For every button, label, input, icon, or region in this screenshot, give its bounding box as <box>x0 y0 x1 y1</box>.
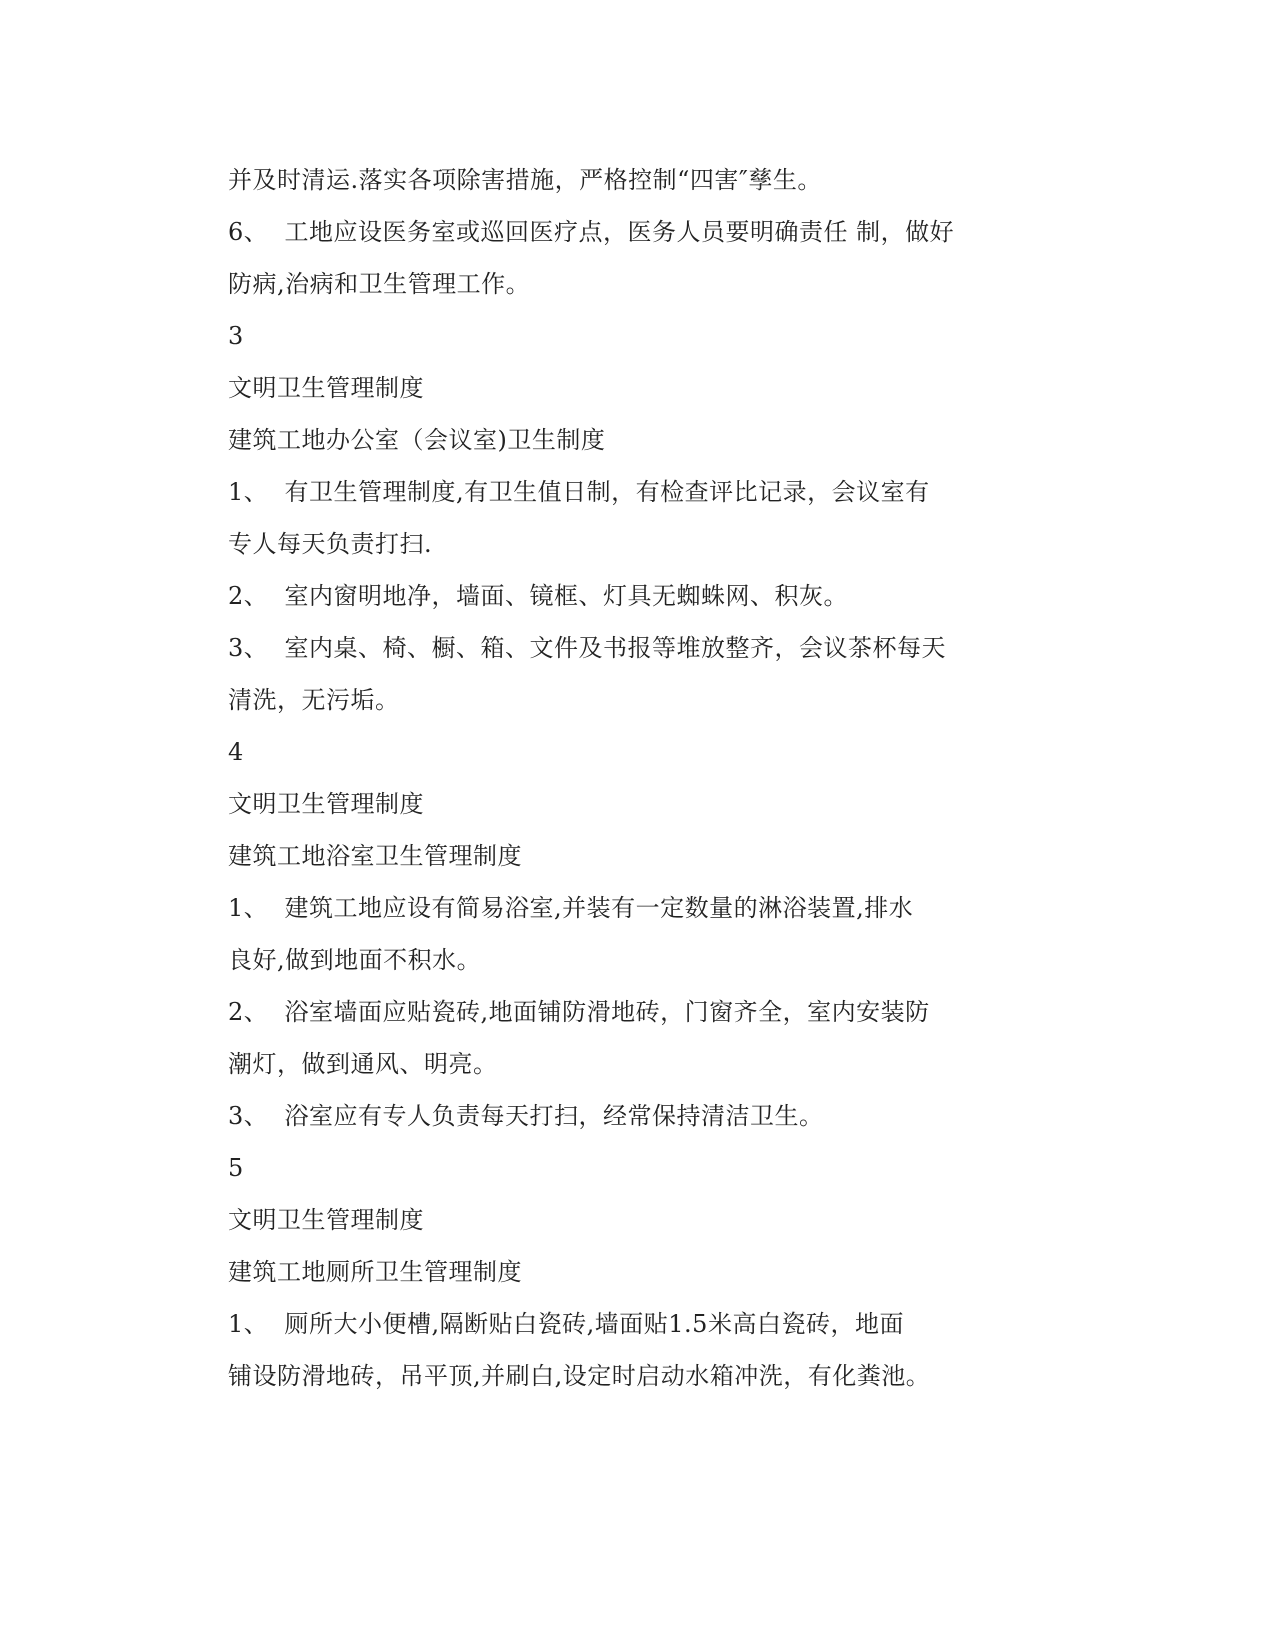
list-item: 2、 浴室墙面应贴瓷砖,地面铺防滑地砖，门窗齐全，室内安装防 <box>228 998 930 1026</box>
text-line: 并及时清运.落实各项除害措施，严格控制“四害″孳生。 <box>228 166 822 194</box>
list-item: 3、 浴室应有专人负责每天打扫，经常保持清洁卫生。 <box>228 1102 824 1130</box>
page-number: 3 <box>228 322 244 350</box>
text-line: 防病,治病和卫生管理工作。 <box>228 270 531 298</box>
section-subtitle: 建筑工地办公室（会议室)卫生制度 <box>228 426 606 454</box>
text-line: 良好,做到地面不积水。 <box>228 946 482 974</box>
section-title: 文明卫生管理制度 <box>228 374 424 402</box>
section-subtitle: 建筑工地浴室卫生管理制度 <box>228 842 522 870</box>
list-item: 1、 厕所大小便槽,隔断贴白瓷砖,墙面贴1.5米高白瓷砖，地面 <box>228 1310 904 1338</box>
page-number: 4 <box>228 738 244 766</box>
section-title: 文明卫生管理制度 <box>228 790 424 818</box>
text-line: 专人每天负责打扫. <box>228 530 433 558</box>
text-line: 铺设防滑地砖，吊平顶,并刷白,设定时启动水箱冲洗，有化粪池。 <box>228 1362 931 1390</box>
list-item: 1、 有卫生管理制度,有卫生值日制，有检查评比记录，会议室有 <box>228 478 930 506</box>
list-item: 2、 室内窗明地净，墙面、镜框、灯具无蜘蛛网、积灰。 <box>228 582 849 610</box>
list-item: 3、 室内桌、椅、橱、箱、文件及书报等堆放整齐，会议茶杯每天 <box>228 634 947 662</box>
section-subtitle: 建筑工地厕所卫生管理制度 <box>228 1258 522 1286</box>
text-line: 清洗，无污垢。 <box>228 686 400 714</box>
page-number: 5 <box>228 1154 244 1182</box>
list-item: 6、 工地应设医务室或巡回医疗点，医务人员要明确责任 制，做好 <box>228 218 955 246</box>
section-title: 文明卫生管理制度 <box>228 1206 424 1234</box>
list-item: 1、 建筑工地应设有简易浴室,并装有一定数量的淋浴装置,排水 <box>228 894 914 922</box>
text-line: 潮灯，做到通风、明亮。 <box>228 1050 498 1078</box>
